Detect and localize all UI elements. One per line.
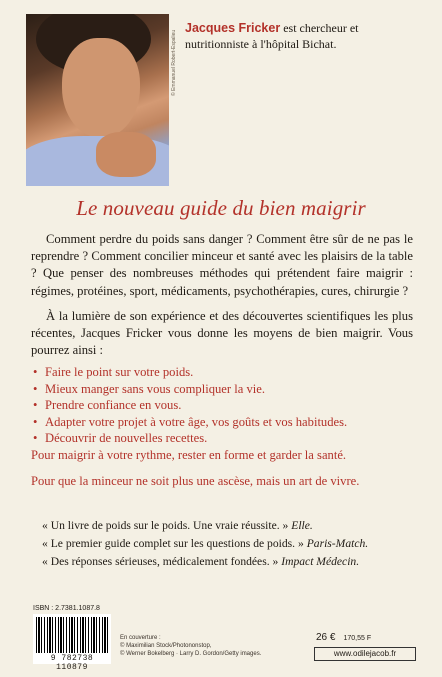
book-title: Le nouveau guide du bien maigrir [76,196,366,220]
benefits-list [31,364,413,446]
back-cover-text [31,231,413,498]
list-item: • Adapter votre projet à votre âge, vos goûts et vos habitudes. [33,414,348,429]
paragraph-experience: À la lumière de son expérience et des découvertes scientifiques les plus récentes, Jacques Fricker vous donne les moyens de bien maigrir. Vous pourrez ainsi : [31,308,413,358]
price-franc: 170,55 F [343,635,372,642]
list-item: • Prendre confiance en vous. [33,398,182,413]
closing-line-2: Pour que la minceur ne soit plus une ascèse, mais un art de vivre. [31,473,360,488]
cover-credits: En couverture : © Maximilian Stock/Photononstop, © Werner Bokelberg · Larry D. Gordon/Getty images. [120,635,262,657]
author-bio [185,20,425,52]
barcode [33,614,111,672]
author-photo [26,14,169,186]
list-item: • Mieux manger sans vous compliquer la vie. [33,381,265,396]
list-item: • Faire le point sur votre poids. [33,365,194,380]
barcode-digits: 9 782738 110879 [50,654,94,672]
quote: « Le premier guide complet sur les questions de poids. » Paris-Match. [42,537,369,550]
isbn: ISBN : 2.7381.1087.8 [33,605,100,612]
quote: « Des réponses sérieuses, médicalement fondées. » Impact Médecin. [42,555,360,568]
price [316,632,371,643]
closing-line-1: Pour maigrir à votre rythme, rester en forme et garder la santé. [31,448,347,463]
press-quotes [42,517,422,571]
author-name: Jacques Fricker [185,21,281,35]
photo-credit: © Emmanuel Robert-Espalieu [171,29,177,96]
paragraph-intro: Comment perdre du poids sans danger ? Comment être sûr de ne pas le reprendre ? Comment concilier minceur et santé avec les plaisirs de la table ? Que penser des nombreuses méthodes qui prétendent faire maigrir : régimes, protéines, sport, médicaments, psychothérapies, cures, chirurgie ? [31,232,413,298]
list-item: • Découvrir de nouvelles recettes. [33,431,208,446]
quote: « Un livre de poids sur le poids. Une vraie réussite. » Elle. [42,519,313,532]
price-euro: 26 € [316,632,336,643]
website-link[interactable]: www.odilejacob.fr [314,647,416,661]
author-bio-text: est chercheur et nutritionniste à l'hôpital Bichat. [185,21,359,51]
